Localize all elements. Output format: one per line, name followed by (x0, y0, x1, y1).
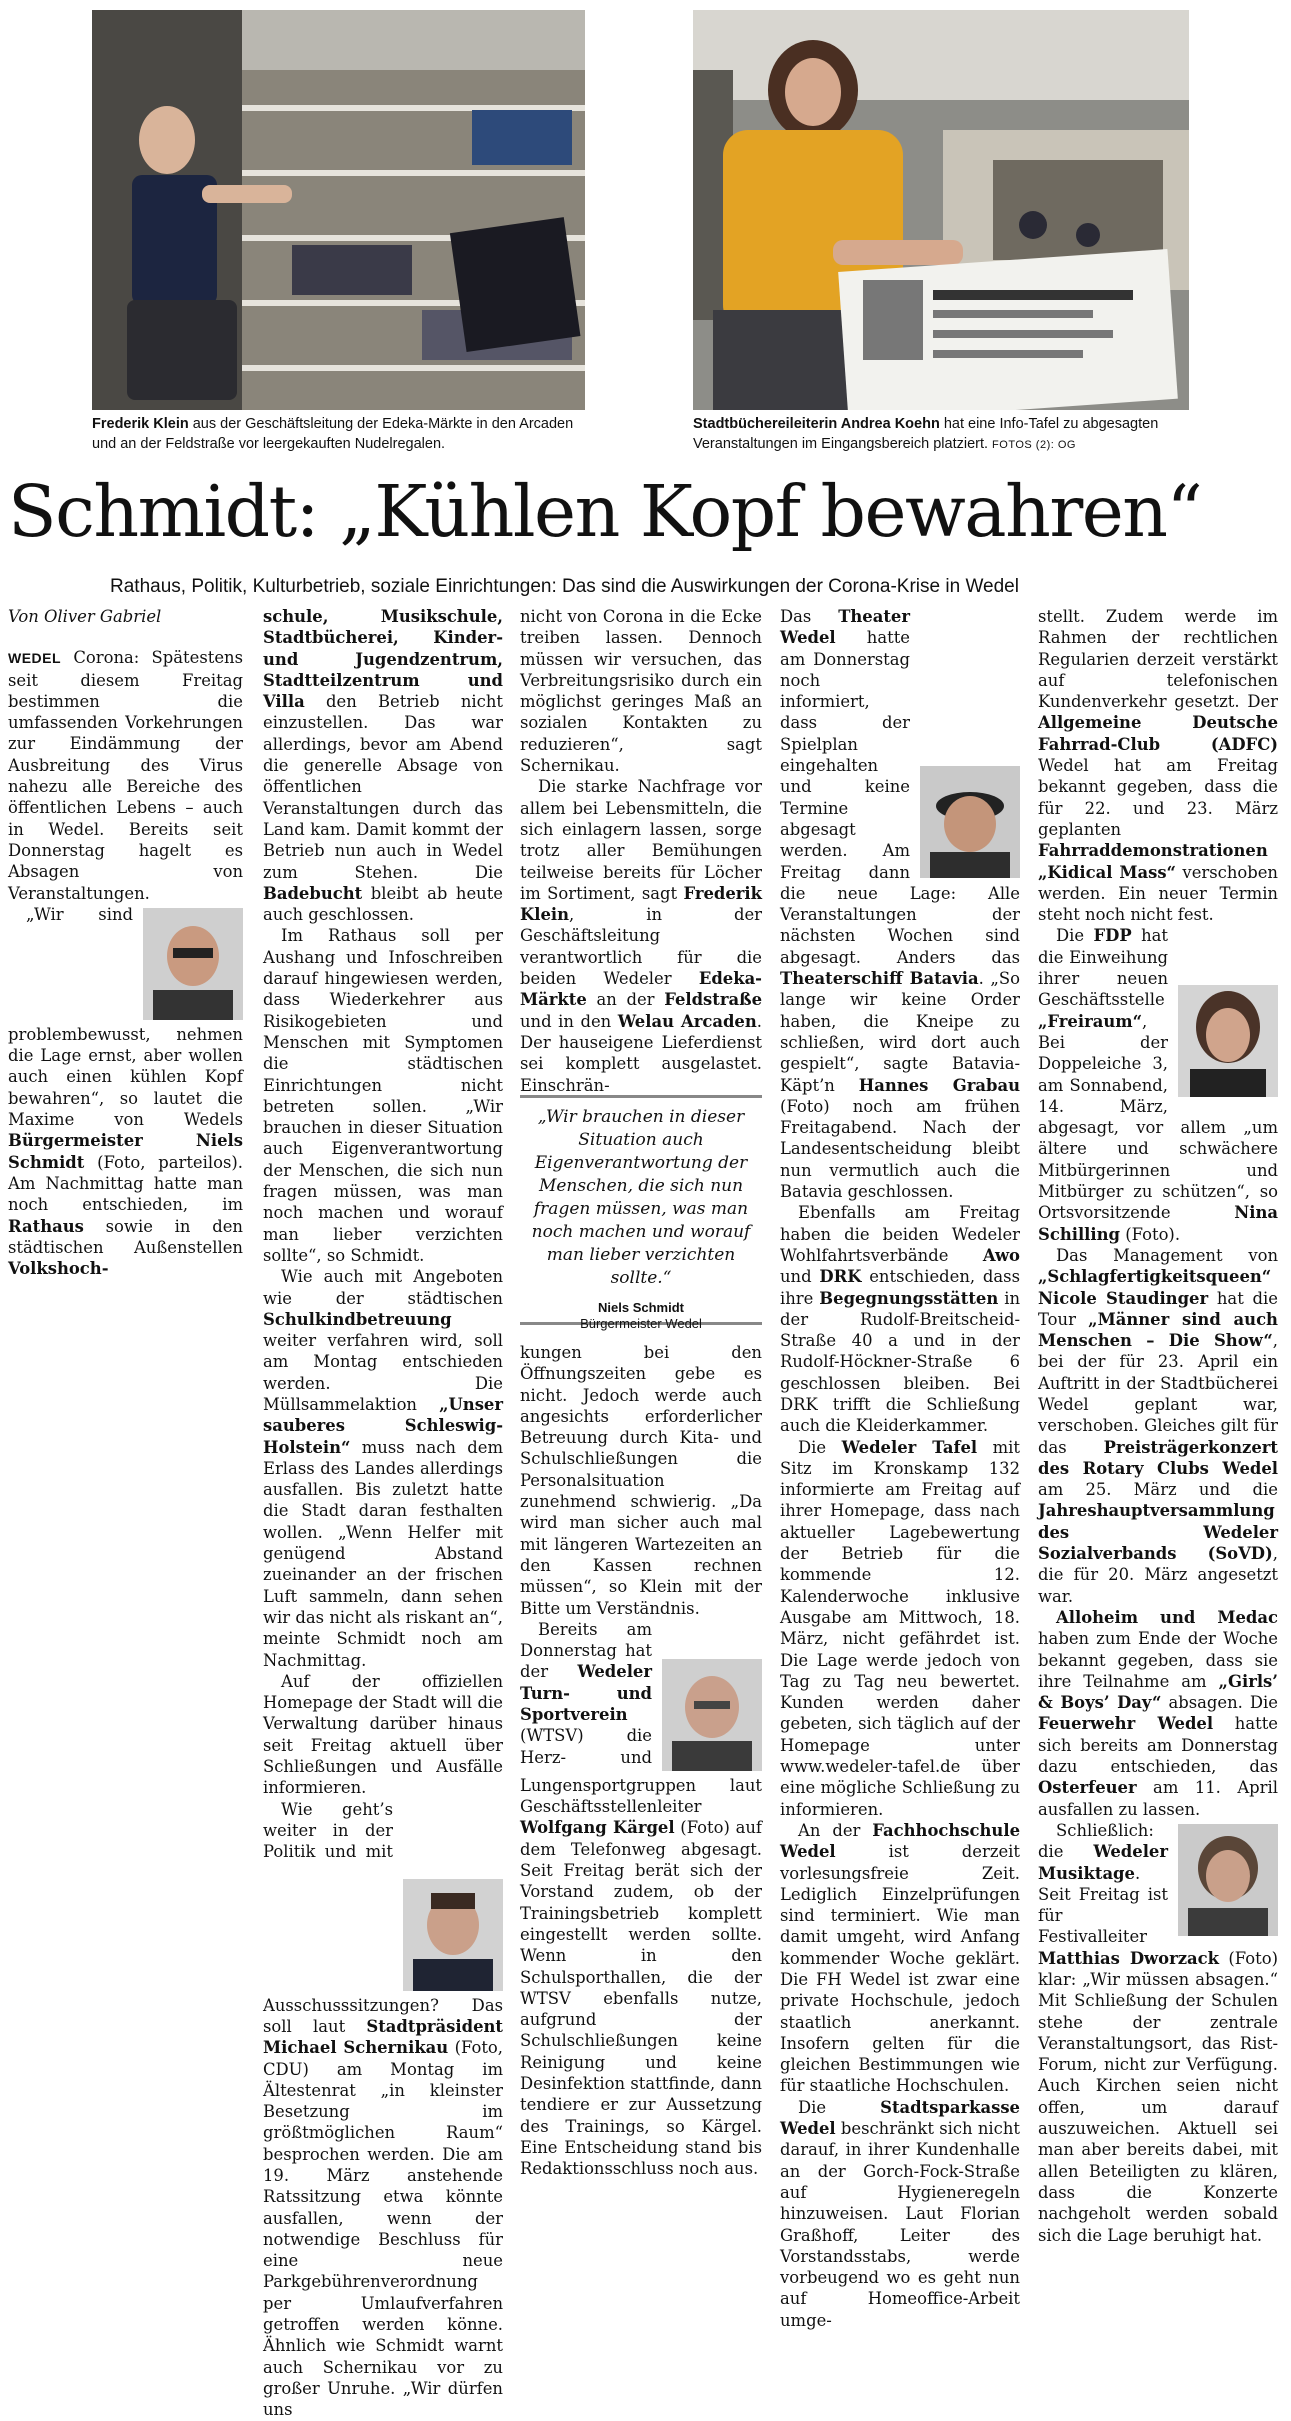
paragraph: in der Rudolf-Breitscheid-Straße 40 a und in der Rudolf-Höckner-Straße 6 geschlossen bleiben. Bei DRK trifft die Schließung auch die Kleiderkammer. (780, 1288, 1021, 1436)
paragraph: . „So lange wir keine Order haben, die Kneipe zu schließen, wird dort auch gespielt“, sagte Batavia-Käpt’n (780, 969, 1020, 1095)
paragraph: am 11. April ausfallen zu lassen. (1038, 1778, 1278, 1819)
paragraph: bleibt ab heute auch geschlossen. (263, 883, 503, 925)
bold-text: Wedeler Tafel (841, 1437, 978, 1457)
paragraph: Wedel hat am Freitag bekannt gegeben, dass die für 22. und 23. März geplanten (1038, 756, 1278, 839)
photo-supermarket-caption (92, 414, 587, 454)
bold-text: Fahrraddemonstrationen „Kidical Mass“ (1038, 841, 1268, 882)
pull-quote (520, 1095, 762, 1331)
paragraph: hatte sich bereits am Donnerstag dazu entschieden, das (1038, 1714, 1278, 1777)
paragraph: Bereits am Donnerstag hat der (520, 1619, 652, 1682)
paragraph: , die für 20. März angesetzt war. (1038, 1544, 1278, 1606)
bold-text: Volkshoch- (8, 1259, 109, 1279)
quote-name: Niels Schmidt (598, 1300, 684, 1315)
bold-text: Schulkindbetreuung (263, 1309, 452, 1329)
bold-text: Preisträgerkonzert des Rotary Clubs Wedel (1038, 1437, 1278, 1478)
paragraph: verschoben werden. Ein neuer Termin steht noch nicht fest. (1038, 862, 1278, 925)
paragraph: entschieden, dass ihre (780, 1267, 1020, 1308)
caption-text: hat eine Info-Tafel zu abgesagten Veranstaltungen im Eingangsbereich platziert. (693, 416, 1159, 452)
paragraph: hat die Einweihung ihrer neuen Geschäftsstelle (1038, 926, 1168, 1010)
headline: Schmidt: „Kühlen Kopf bewahren“ (8, 470, 1202, 553)
paragraph: (Foto, CDU) am Montag im Ältestenrat „in kleinster Besetzung im größtmöglichen Raum“ besprochen werden. Die am 19. März anstehende Ratssitzung etwa könnte ausfallen, wenn der notwendige Beschluss für eine neue Parkgebührenverordnung per Umlaufverfahren getroffen werden könne. Ähnlich wie Schmidt warnt auch Schernikau vor zu großer Unruhe. „Wir dürfen uns (263, 2038, 503, 2420)
paragraph: ist derzeit vorlesungsfreie Zeit. Lediglich Einzelprüfungen sind terminiert. Wie man damit umgeht, wird Anfang kommender Woche geklärt. Die FH Wedel ist zwar eine private Hochschule, jedoch staatlich anerkannt. Insofern gelten für die gleichen Bestimmungen wie für staatliche Hochschulen. (780, 1842, 1020, 2096)
bold-text: Wedeler Musiktage (1038, 1842, 1168, 1883)
bold-text: Stadtsparkasse Wedel (780, 2097, 1020, 2139)
portrait-hannes-grabau (920, 766, 1020, 878)
bold-text: schule, Musikschule, Stadtbücherei, Kinder- und Jugendzentrum, Stadtteilzentrum und Villa (263, 607, 503, 712)
column-3-bottom (520, 1342, 762, 2180)
paragraph: beschränkt sich nicht darauf, in ihrer Kundenhalle an der Gorch-Fock-Straße auf Hygieneregeln hinzuweisen. Laut Florian Graßhoff, Leiter des Vorstandsstabs, werde vorbeugend wo es geht nun auf Homeoffice-Arbeit umge- (780, 2119, 1020, 2330)
paragraph: „Wir sind problembewusst, nehmen die Lage ernst, aber wollen auch einen kühlen Kopf bewahren“, so lautet die Maxime von Wedels (8, 904, 243, 1130)
byline: Von Oliver Gabriel (8, 607, 162, 626)
paragraph: , in der Geschäftsleitung verantwortlich für die beiden Wedeler (520, 905, 762, 989)
bold-text: Nina Schilling (1038, 1203, 1278, 1244)
bold-text: „Girls’ & Boys’ Day“ (1038, 1671, 1278, 1713)
portrait-michael-schernikau (403, 1879, 503, 1991)
paragraph: sowie in den städtischen Außenstellen (8, 1216, 243, 1257)
column-4 (780, 606, 1020, 2331)
paragraph: , Bei der Doppeleiche 3, am Sonnabend, 14. März, abgesagt, vor allem „um ältere und schwächere Mitbürgerinnen und Mitbürger zu schützen“, so Ortsvorsitzende (1038, 1011, 1278, 1223)
portrait-niels-schmidt (143, 908, 243, 1020)
paragraph: Die starke Nachfrage vor allem bei Lebensmitteln, die sich einlagern lassen, sorge trotz aller Bemühungen teilweise bereits für Löcher im Sortiment, sagt (520, 777, 762, 903)
paragraph: (Foto) noch am frühen Freitagabend. Nach der Landesentscheidung bleibt nun vermutlich auch die Batavia geschlossen. (780, 1096, 1020, 1202)
bold-text: Badebucht (263, 883, 363, 903)
bold-text: Allgemeine Deutsche Fahrrad-Club (ADFC) (1038, 713, 1278, 754)
column-2 (263, 606, 503, 2421)
paragraph: absagen. Die (1161, 1693, 1278, 1713)
caption-name: Stadtbüchereileiterin Andrea Koehn (693, 416, 940, 432)
paragraph: Die (798, 1437, 842, 1457)
column-3-top (520, 606, 762, 1096)
bold-text: Frederik Klein (520, 883, 762, 925)
bold-text: „Männer sind auch Menschen – Die Show“ (1038, 1309, 1278, 1351)
paragraph: hatte am Donnerstag noch informiert, dass der Spielplan eingehalten und keine Termine abgesagt werden. Am Freitag dann die neue Lage: Alle Veranstaltungen der nächsten Wochen sind abgesagt. Anders das (780, 628, 1020, 967)
bold-text: Begegnungsstätten (819, 1288, 999, 1308)
bold-text: Fachhochschule Wedel (780, 1820, 1020, 1862)
paragraph: (Foto) auf dem Telefonweg abgesagt. Seit Freitag berät sich der Vorstand zudem, ob der Trainingsbetrieb komplett eingestellt werden sollte. Wenn in den Schulsporthallen, die der WTSV ebenfalls nutze, aufgrund der Schulschließungen keine Reinigung und keine Desinfektion stattfinde, dann tendiere er zur Aussetzung des Trainings, so Kärgel. Eine Entscheidung stand bis Redaktionsschluss noch aus. (520, 1818, 763, 2179)
bold-text: DRK (819, 1267, 862, 1287)
bold-text: Bürgermeister Niels Schmidt (8, 1131, 243, 1172)
paragraph: Die (798, 2097, 881, 2117)
paragraph: (WTSV) die Herz- und Lungensportgruppen laut Geschäftsstellenleiter (520, 1726, 762, 1817)
portrait-nina-schilling (1178, 985, 1278, 1097)
bold-text: „Schlagfertigkeitsqueen“ Nicole Staudinger (1038, 1267, 1272, 1308)
photo-supermarket (92, 10, 585, 410)
bold-text: Alloheim und Medac (1056, 1607, 1278, 1627)
column-5 (1038, 606, 1278, 2246)
dateline: WEDEL (8, 650, 62, 667)
subline: Rathaus, Politik, Kulturbetrieb, soziale Einrichtungen: Das sind die Auswirkungen der Corona-Krise in Wedel (110, 576, 1019, 597)
portrait-wolfgang-kaergel (662, 1659, 762, 1771)
paragraph: (Foto, parteilos). Am Nachmittag hatte man noch entschieden, im (8, 1152, 243, 1215)
quote-text: „Wir brauchen in dieser Situation auch Eigenverantwortung der Menschen, die sich nun fragen müssen, was man noch machen und worauf man lieber verzichten sollte.“ (531, 1107, 751, 1288)
portrait-matthias-dworzack (1178, 1824, 1278, 1936)
paragraph: (Foto). (1120, 1224, 1181, 1244)
bold-text: Welau Arcaden (617, 1011, 757, 1031)
photo-library-caption (693, 414, 1193, 455)
bold-text: Osterfeuer (1038, 1778, 1137, 1798)
paragraph: , bei der für 23. April ein Auftritt in der Stadtbücherei Wedel geplant war, verschoben. Gleiches gilt für das (1038, 1331, 1278, 1457)
bold-text: Jahreshauptversammlung des Wedeler Sozialverbands (SoVD) (1038, 1501, 1278, 1564)
bold-text: Feldstraße (664, 990, 762, 1010)
paragraph: (Foto) klar: „Wir müssen absagen.“ Mit Schließung der Schulen stehe der zentrale Veranstaltungsort, das Rist-Forum, nicht zur Verfügung. Auch Kirchen seien nicht offen, um darauf auszuweichen. Aktuell sei man aber bereits dabei, mit allen Beteiligten zu klären, dass die Konzerte nachgeholt werden sobald sich die Lage beruhigt hat. (1038, 1948, 1278, 2245)
paragraph: Das Management von (1056, 1245, 1278, 1265)
paragraph: haben zum Ende der Woche bekannt gegeben, dass sie ihre Teilnahme am (1038, 1629, 1278, 1691)
paragraph: mit Sitz im Kronskamp 132 informierte am Freitag auf ihrer Homepage, dass nach aktueller Lagebewertung der Betrieb für die kommende 12. Kalenderwoche inklusive Ausgabe am Mittwoch, 18. März, nicht gefährdet ist. Die Lage werde jedoch von Tag zu Tag neu bewertet. Kunden werden daher gebeten, sich täglich auf der Homepage unter www.wedeler-tafel.de über eine mögliche Schließung zu informieren. (780, 1437, 1020, 1819)
paragraph: hat die Tour (1038, 1288, 1278, 1329)
photo-library (693, 10, 1189, 410)
bold-text: Wedeler Turn- und Sportverein (520, 1662, 652, 1725)
bold-text: Theaterschiff Batavia (780, 969, 979, 989)
paragraph: am 25. März und die (1038, 1480, 1278, 1500)
bold-text: Stadtpräsident Michael Schernikau (263, 2016, 503, 2058)
paragraph: Corona: Spätestens seit diesem Freitag bestimmen die umfassenden Vorkehrungen zur Eindämmung der Ausbreitung des Virus nahezu alle Bereiche des öffentlichen Lebens – auch in Wedel. Bereits seit Donnerstag hagelt es Absagen von Veranstaltungen. (8, 648, 243, 903)
paragraph: und in den (520, 1011, 618, 1031)
bold-text: Theater Wedel (780, 607, 910, 648)
bold-text: „Freiraum“ (1038, 1011, 1143, 1031)
paragraph: an der (586, 990, 665, 1010)
caption-text: aus der Geschäftsleitung der Edeka-Märkte in den Arcaden und an der Feldstraße vor leergekauften Nudelregalen. (92, 416, 574, 452)
photo-credit: FOTOS (2): OG (992, 439, 1076, 451)
paragraph: kungen bei den Öffnungszeiten gebe es nicht. Jedoch werde auch angesichts erforderlicher Betreuung durch Kita- und Schulschließungen die Personalsituation zunehmend schwierig. „Da wird man sicher auch mal mit längeren Wartezeiten an den Kassen rechnen müssen“, so Klein mit der Bitte um Verständnis. (520, 1343, 762, 1618)
paragraph: und (780, 1267, 820, 1287)
paragraph: . Der hauseigene Lieferdienst sei komplett ausgelastet. Einschrän- (520, 1011, 762, 1095)
bold-text: FDP (1093, 926, 1132, 946)
bold-text: Matthias Dworzack (1038, 1948, 1219, 1968)
paragraph: muss nach dem Erlass des Landes allerdings ausfallen. Bis zuletzt hatte die Stadt daran festhalten wollen. „Wenn Helfer mit genügend Abstand zueinander an der frischen Luft sammeln, dann sehen wir das nicht als riskant an“, meinte Schmidt noch am Nachmittag. (263, 1437, 503, 1670)
bold-text: „Unser sauberes Schleswig-Holstein“ (263, 1394, 503, 1457)
bold-text: Feuerwehr Wedel (1038, 1714, 1214, 1734)
paragraph: weiter verfahren wird, soll am Montag entschieden werden. Die Müllsammelaktion (263, 1331, 503, 1414)
paragraph: Wie geht’s weiter in der Politik und mit Ausschusssitzungen? Das soll laut (263, 1799, 503, 2036)
bold-text: Hannes Grabau (858, 1075, 1020, 1095)
column-1 (8, 606, 243, 1279)
paragraph: nicht von Corona in die Ecke treiben lassen. Dennoch müssen wir versuchen, das Verbreitungsrisiko durch ein möglichst geringes Maß an sozialen Kontakten zu reduzieren“, sagt Schernikau. (520, 607, 762, 776)
paragraph: An der (798, 1820, 873, 1840)
paragraph: Auf der offiziellen Homepage der Stadt will die Verwaltung darüber hinaus seit Freitag aktuell über Schließungen und Ausfälle informieren. (263, 1671, 503, 1798)
paragraph: den Betrieb nicht einzustellen. Das war allerdings, bevor am Abend die generelle Absage von öffentlichen Veranstaltungen durch das Land kam. Damit kommt der Betrieb nun auch in Wedel zum Stehen. Die (263, 692, 503, 882)
paragraph: Wie auch mit Angeboten wie der städtischen (263, 1267, 503, 1308)
bold-text: Rathaus (8, 1216, 84, 1236)
paragraph: Schließlich: die (1038, 1820, 1154, 1862)
bold-text: Wolfgang Kärgel (520, 1818, 675, 1838)
paragraph: Die (1056, 926, 1094, 946)
quote-role: Bürgermeister Wedel (580, 1316, 702, 1331)
caption-name: Frederik Klein (92, 416, 189, 432)
bold-text: Edeka-Märkte (520, 969, 762, 1010)
paragraph: Ebenfalls am Freitag haben die beiden Wedeler Wohlfahrtsverbände (780, 1203, 1020, 1265)
paragraph: Das (780, 607, 839, 626)
paragraph: Im Rathaus soll per Aushang und Infoschreiben darauf hingewiesen werden, dass Wiederkehrer aus Risikogebieten und Menschen mit Symptomen die städtischen Einrichtungen nicht betreten sollen. „Wir brauchen in dieser Situation auch Eigenverantwortung der Menschen, die sich nun fragen müssen, was man noch machen und worauf man lieber verzichten sollte“, so Schmidt. (263, 926, 503, 1265)
bold-text: Awo (982, 1245, 1020, 1265)
paragraph: . Seit Freitag ist für Festivalleiter (1038, 1863, 1168, 1947)
paragraph: stellt. Zudem werde im Rahmen der rechtlichen Regularien derzeit verstärkt auf telefonischen Kundenverkehr gesetzt. Der (1038, 607, 1278, 712)
